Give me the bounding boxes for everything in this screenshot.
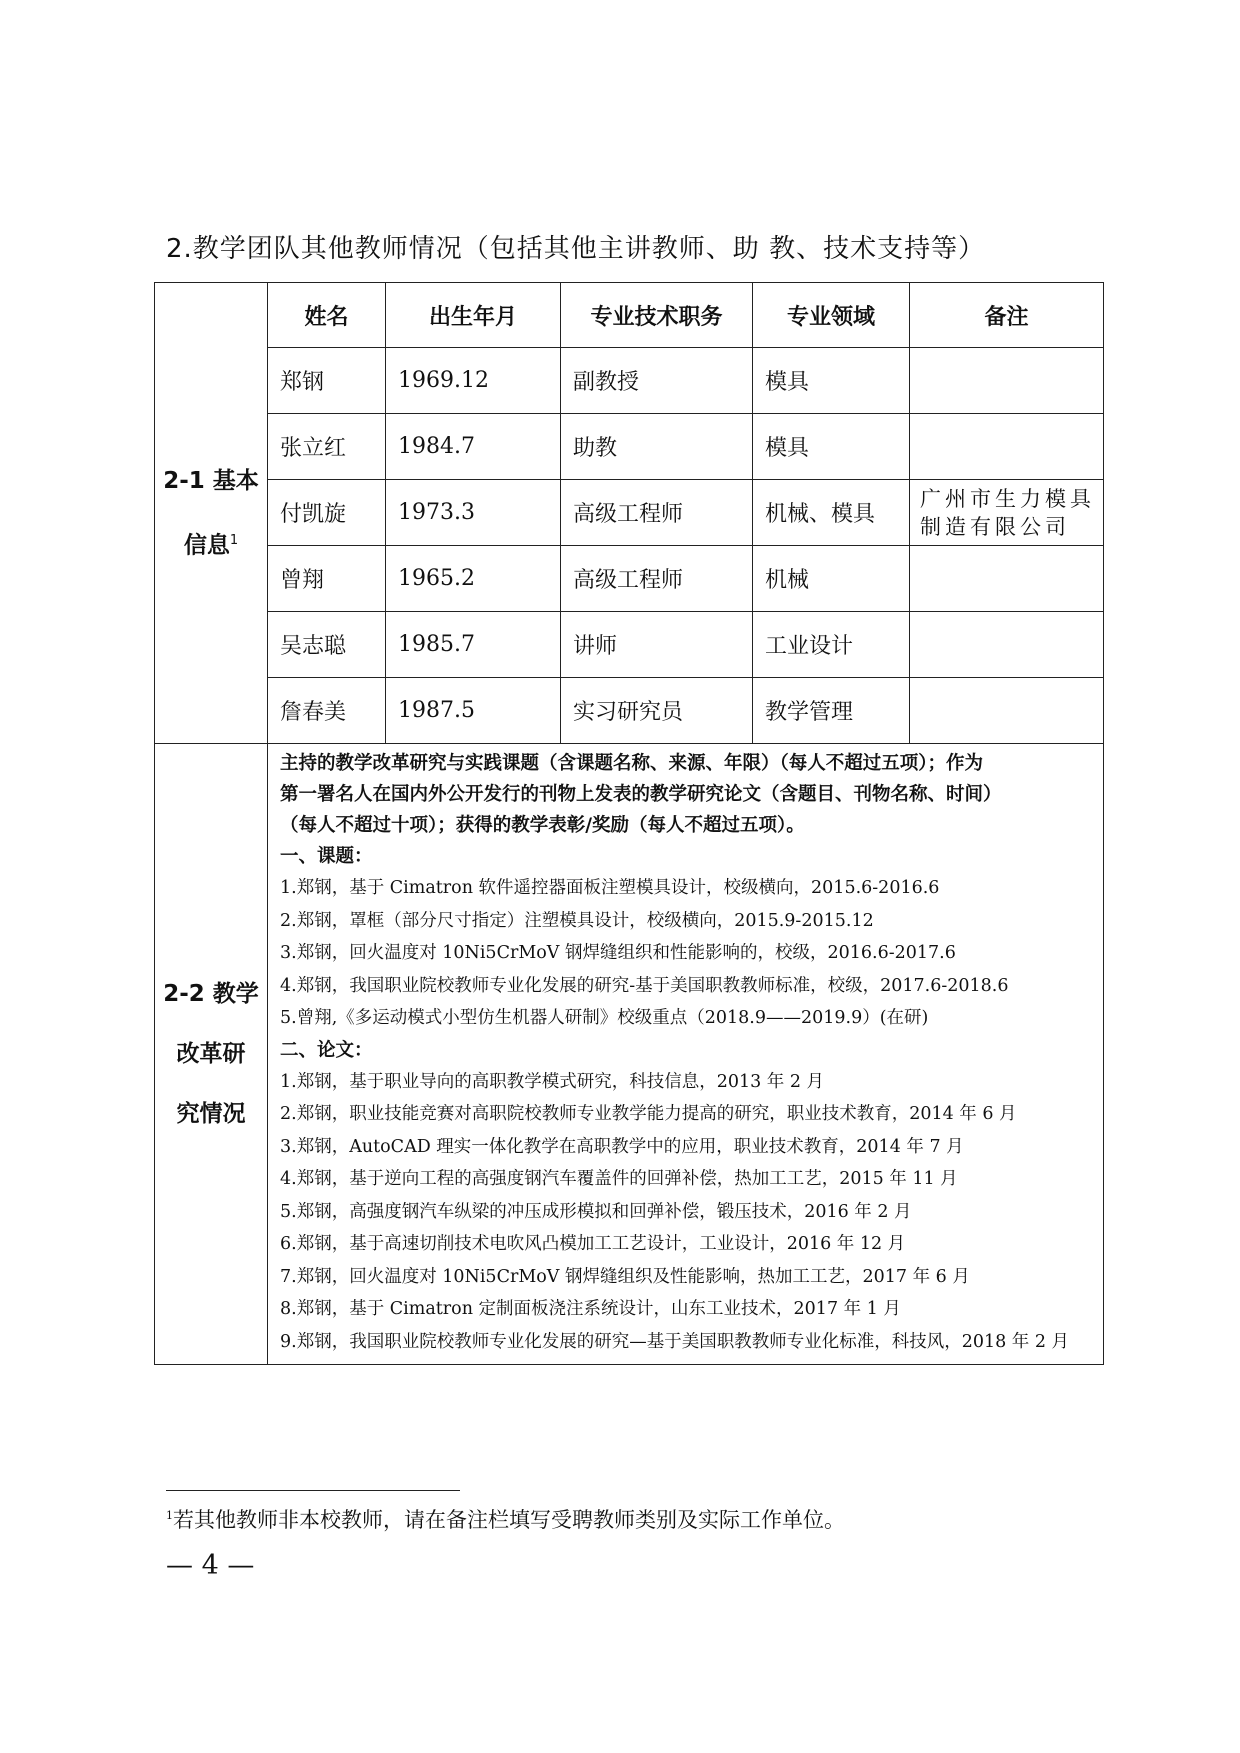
cell-field: 模具 [753, 348, 910, 414]
cell-note [910, 414, 1104, 480]
projects-heading: 一、课题： [280, 846, 373, 867]
cell-name: 曾翔 [268, 546, 386, 612]
research-content [268, 744, 1104, 1365]
cell-title: 高级工程师 [561, 546, 753, 612]
paper-item: 5.郑钢，高强度钢汽车纵梁的冲压成形模拟和回弹补偿，锻压技术，2016 年 2 月 [280, 1201, 912, 1222]
table-row [155, 612, 1104, 678]
cell-name: 付凯旋 [268, 480, 386, 546]
project-item: 5.曾翔,《多运动模式小型仿生机器人研制》校级重点（2018.9——2019.9）(在研) [280, 1008, 929, 1028]
table-row [155, 678, 1104, 744]
cell-title: 副教授 [561, 348, 753, 414]
research-label-line1: 2-2 教学 [163, 981, 259, 1007]
header-field: 专业领域 [753, 283, 910, 348]
research-intro-line: 第一署名人在国内外公开发行的刊物上发表的教学研究论文（含题目、刊物名称、时间） [280, 784, 1002, 805]
research-label [155, 744, 268, 1365]
paper-item: 4.郑钢，基于逆向工程的高强度钢汽车覆盖件的回弹补偿，热加工工艺，2015 年 11 月 [280, 1169, 958, 1189]
cell-name: 詹春美 [268, 678, 386, 744]
header-title: 专业技术职务 [561, 283, 753, 348]
page-number: — 4 — [166, 1550, 255, 1581]
basic-info-label-text: 信息 [183, 532, 230, 559]
table-row [155, 348, 1104, 414]
footnote-mark: 1 [166, 1509, 173, 1522]
cell-note [910, 612, 1104, 678]
research-label-line3: 究情况 [176, 1101, 246, 1127]
cell-name: 郑钢 [268, 348, 386, 414]
project-item: 1.郑钢，基于 Cimatron 软件遥控器面板注塑模具设计，校级横向，2015.6-2016.6 [280, 878, 940, 898]
table-row [155, 414, 1104, 480]
cell-birth: 1969.12 [386, 348, 561, 414]
papers-heading: 二、论文： [280, 1039, 373, 1061]
footnote-divider [166, 1490, 460, 1491]
cell-note [910, 678, 1104, 744]
cell-field: 工业设计 [753, 612, 910, 678]
basic-info-label-line1: 2-1 基本 [163, 467, 259, 494]
cell-field: 机械 [753, 546, 910, 612]
cell-title: 讲师 [561, 612, 753, 678]
cell-name: 吴志聪 [268, 612, 386, 678]
cell-note [910, 348, 1104, 414]
paper-item: 9.郑钢，我国职业院校教师专业化发展的研究—基于美国职教教师专业化标准，科技风，2018 年 2 月 [280, 1331, 1070, 1352]
project-item: 3.郑钢，回火温度对 10Ni5CrMoV 钢焊缝组织和性能影响的，校级，2016.6-2017.6 [280, 943, 956, 963]
paper-item: 8.郑钢，基于 Cimatron 定制面板浇注系统设计，山东工业技术，2017 年 1 月 [280, 1299, 901, 1319]
paper-item: 3.郑钢，AutoCAD 理实一体化教学在高职教学中的应用，职业技术教育，2014 年 7 月 [280, 1136, 964, 1157]
teacher-table [154, 282, 1104, 1365]
cell-birth: 1973.3 [386, 480, 561, 546]
cell-field: 教学管理 [753, 678, 910, 744]
cell-birth: 1965.2 [386, 546, 561, 612]
paper-item: 1.郑钢，基于职业导向的高职教学模式研究，科技信息，2013 年 2 月 [280, 1071, 825, 1092]
cell-field: 模具 [753, 414, 910, 480]
cell-title: 助教 [561, 414, 753, 480]
table-row [155, 480, 1104, 546]
project-item: 4.郑钢，我国职业院校教师专业化发展的研究-基于美国职教教师标准，校级，2017.6-2018.6 [280, 975, 1009, 996]
footnote [166, 1504, 845, 1534]
cell-note: 广州市生力模具制造有限公司 [910, 480, 1104, 546]
research-intro-line: 主持的教学改革研究与实践课题（含课题名称、来源、年限）（每人不超过五项）；作为 [280, 753, 984, 774]
cell-note [910, 546, 1104, 612]
footnote-ref: 1 [229, 532, 239, 548]
cell-birth: 1984.7 [386, 414, 561, 480]
paper-item: 2.郑钢，职业技能竞赛对高职院校教师专业教学能力提高的研究，职业技术教育，2014 年 6 月 [280, 1104, 1017, 1124]
cell-title: 实习研究员 [561, 678, 753, 744]
cell-name: 张立红 [268, 414, 386, 480]
cell-field: 机械、模具 [753, 480, 910, 546]
cell-birth: 1987.5 [386, 678, 561, 744]
cell-birth: 1985.7 [386, 612, 561, 678]
paper-item: 7.郑钢，回火温度对 10Ni5CrMoV 钢焊缝组织及性能影响，热加工工艺，2017 年 6 月 [280, 1266, 970, 1287]
header-birth: 出生年月 [386, 283, 561, 348]
header-name: 姓名 [268, 283, 386, 348]
basic-info-label-line2 [155, 511, 267, 576]
project-item: 2.郑钢，罩框（部分尺寸指定）注塑模具设计，校级横向，2015.9-2015.12 [280, 910, 874, 931]
footnote-text: 若其他教师非本校教师，请在备注栏填写受聘教师类别及实际工作单位。 [173, 1508, 845, 1532]
research-intro-line: （每人不超过十项）；获得的教学表彰/奖励（每人不超过五项）。 [280, 815, 805, 836]
basic-info-label [155, 283, 268, 744]
cell-title: 高级工程师 [561, 480, 753, 546]
page-title: 2.教学团队其他教师情况（包括其他主讲教师、助 教、技术支持等） [166, 234, 986, 264]
header-note: 备注 [910, 283, 1104, 348]
paper-item: 6.郑钢，基于高速切削技术电吹风凸模加工工艺设计，工业设计，2016 年 12 月 [280, 1234, 906, 1254]
research-label-line2: 改革研 [176, 1041, 246, 1067]
table-row [155, 546, 1104, 612]
